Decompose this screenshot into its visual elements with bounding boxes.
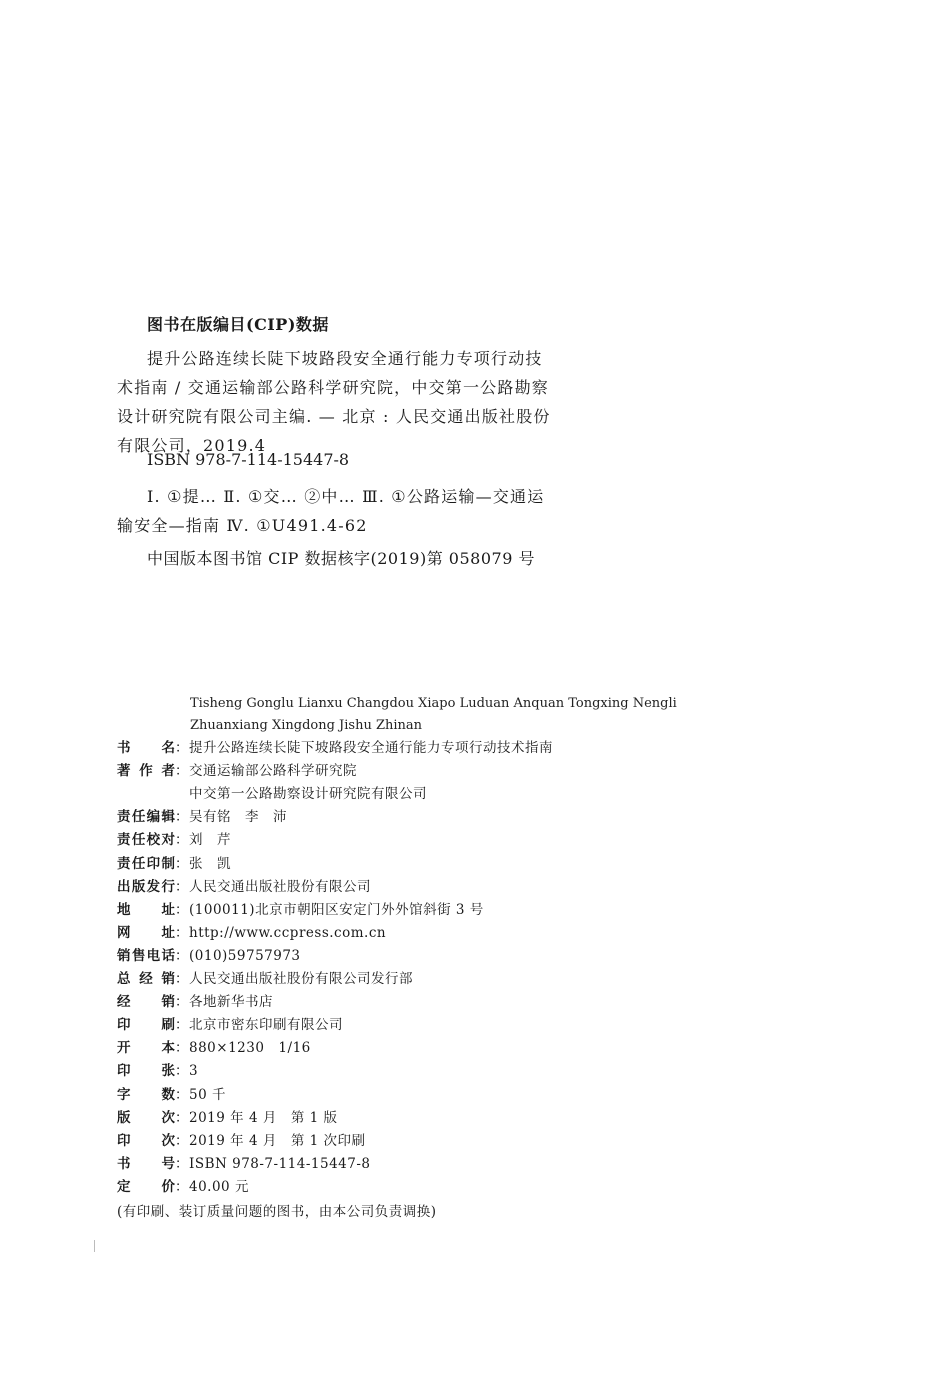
colophon-colon: ： (175, 1109, 189, 1126)
colophon-label: 版 次 (117, 1109, 175, 1126)
colophon-value: 北京市密东印刷有限公司 (189, 1017, 343, 1034)
colophon-value: http://www.ccpress.com.cn (189, 924, 387, 941)
colophon-value: (100011)北京市朝阳区安定门外外馆斜街 3 号 (189, 901, 484, 918)
colophon-colon: ： (175, 1063, 189, 1080)
colophon-value: 中交第一公路勘察设计研究院有限公司 (189, 786, 427, 803)
colophon-label: 印 次 (117, 1132, 175, 1149)
colophon-label: 总 经 销 (117, 971, 175, 987)
colophon-value: 人民交通出版社股份有限公司 (189, 878, 371, 895)
colophon-colon: ： (175, 878, 189, 895)
colophon-colon: ： (175, 1132, 189, 1149)
colophon-label: 责 任 印 制 (117, 855, 175, 872)
colophon-value: (010)59757973 (189, 947, 301, 964)
colophon-label: 开 本 (117, 1040, 175, 1057)
colophon-value: 吴有铭 李 沛 (189, 809, 287, 826)
colophon-label: 责 任 编 辑 (117, 809, 175, 826)
colophon-colon: ： (175, 855, 189, 872)
colophon-label: 销 售 电 话 (117, 947, 175, 964)
colophon-label: 网 址 (117, 924, 175, 941)
colophon-colon: ： (175, 971, 189, 987)
scan-mark (94, 1240, 95, 1252)
colophon-label: 地 址 (117, 901, 175, 918)
colophon-colon: ： (175, 924, 189, 941)
colophon-value: 张 凯 (189, 855, 231, 872)
cip-description: 提升公路连续长陡下坡路段安全通行能力专项行动技术指南 / 交通运输部公路科学研究院，中交第一公路勘察设计研究院有限公司主编. — 北京 : 人民交通出版社股份有限公司，2019.4 (117, 349, 551, 455)
colophon-value: 提升公路连续长陡下坡路段安全通行能力专项行动技术指南 (189, 740, 553, 756)
colophon-label: 印 张 (117, 1063, 175, 1080)
colophon-label: 经 销 (117, 994, 175, 1011)
cip-isbn: ISBN 978-7-114-15447-8 (147, 450, 350, 469)
colophon-colon: ： (175, 763, 189, 780)
pinyin-line: Tisheng Gonglu Lianxu Changdou Xiapo Luduan Anquan Tongxing Nengli (190, 696, 677, 711)
colophon-label: 字 数 (117, 1086, 175, 1103)
colophon-label: 定 价 (117, 1178, 175, 1195)
colophon-colon: ： (175, 1017, 189, 1034)
colophon-colon: ： (175, 1040, 189, 1057)
cip-title: 图书在版编目(CIP)数据 (147, 315, 329, 334)
colophon-colon: ： (175, 1155, 189, 1172)
colophon-value: 人民交通出版社股份有限公司发行部 (189, 971, 413, 987)
colophon-value: 2019 年 4 月 第 1 版 (189, 1109, 338, 1126)
colophon-value: 50 千 (189, 1086, 226, 1103)
pinyin-title (190, 693, 677, 737)
colophon-colon: ： (175, 740, 189, 756)
colophon-colon: ： (175, 994, 189, 1011)
cip-classification: Ⅰ. ①提… Ⅱ. ①交… ②中… Ⅲ. ①公路运输—交通运输安全—指南 Ⅳ. ①U491.4-62 (117, 487, 545, 535)
quality-note: (有印刷、装订质量问题的图书，由本公司负责调换) (117, 1204, 437, 1220)
pinyin-line: Zhuanxiang Xingdong Jishu Zhinan (190, 718, 423, 733)
colophon-colon: ： (175, 809, 189, 826)
colophon-value: 2019 年 4 月 第 1 次印刷 (189, 1132, 366, 1149)
colophon-label: 出 版 发 行 (117, 878, 175, 895)
colophon-label: 责 任 校 对 (117, 832, 175, 849)
colophon-colon: ： (175, 1086, 189, 1103)
colophon-value: 各地新华书店 (189, 994, 273, 1011)
colophon-value: 交通运输部公路科学研究院 (189, 763, 357, 780)
colophon-value: 40.00 元 (189, 1178, 249, 1195)
colophon-value: 880×1230 1/16 (189, 1040, 311, 1057)
colophon-value: 3 (189, 1063, 199, 1080)
colophon-label: 书 号 (117, 1155, 175, 1172)
colophon-colon: ： (175, 1178, 189, 1195)
colophon-label: 书 名 (117, 740, 175, 756)
colophon-value: ISBN 978-7-114-15447-8 (189, 1155, 371, 1172)
colophon-colon: ： (175, 901, 189, 918)
colophon-label: 印 刷 (117, 1017, 175, 1034)
colophon-value: 刘 芹 (189, 832, 231, 849)
cip-verification-number: 中国版本图书馆 CIP 数据核字(2019)第 058079 号 (147, 549, 535, 568)
colophon-colon: ： (175, 947, 189, 964)
colophon-colon: ： (175, 832, 189, 849)
colophon-label: 著 作 者 (117, 763, 175, 780)
